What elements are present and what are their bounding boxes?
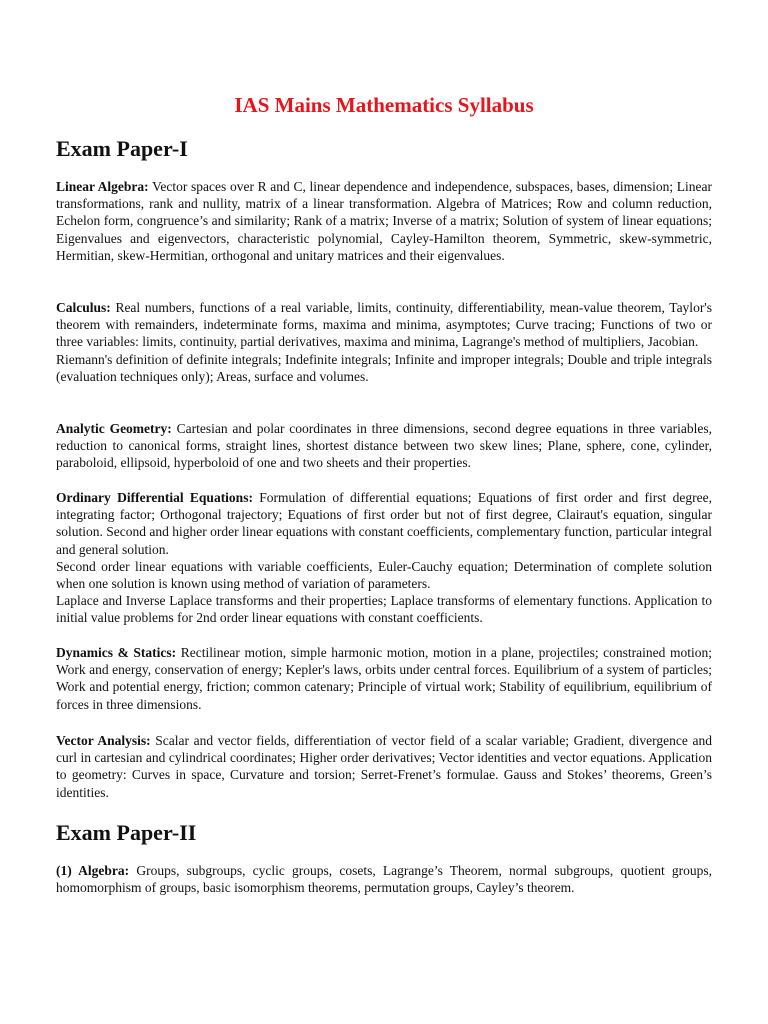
paper1-heading: Exam Paper-I — [56, 136, 188, 161]
paper2-heading: Exam Paper-II — [56, 820, 197, 845]
section-text-continued: Second order linear equations with variable coefficients, Euler-Cauchy equation; Determination of complete solution when one solution is known using method of variation of parameters. — [56, 558, 712, 592]
section-text: Rectilinear motion, simple harmonic motion, motion in a plane, projectiles; constrained motion; Work and energy, conservation of energy; Kepler's laws, orbits under central forces. Equilibrium of a system of particles; Work and potential energy, friction; common catenary; Principle of virtual work; Stability of equilibrium, equilibrium of forces in three dimensions. — [56, 645, 712, 712]
section-label: Dynamics & Statics: — [56, 645, 177, 660]
section-linear-algebra — [56, 178, 712, 264]
section-text: Real numbers, functions of a real variable, limits, continuity, differentiability, mean-value theorem, Taylor's theorem with remainders, indeterminate forms, maxima and minima, asymptotes; Curve tracing; Functions of two or three variables: limits, continuity, partial derivatives, maxima and minima, Lagrange's method of multipliers, Jacobian. — [56, 300, 712, 350]
section-vector-analysis — [56, 732, 712, 801]
section-dynamics-statics — [56, 644, 712, 713]
section-text: Vector spaces over R and C, linear dependence and independence, subspaces, bases, dimension; Linear transformations, rank and nullity, matrix of a linear transformation. Algebra of Matrices; Row and column reduction, Echelon form, congruence’s and similarity; Rank of a matrix; Inverse of a matrix; Solution of system of linear equations; Eigenvalues and eigenvectors, characteristic polynomial, Cayley-Hamilton theorem, Symmetric, skew-symmetric, Hermitian, skew-Hermitian, orthogonal and unitary matrices and their eigenvalues. — [56, 179, 712, 263]
section-text: Formulation of differential equations; Equations of first order and first degree, integrating factor; Orthogonal trajectory; Equations of first order but not of first degree, Clairaut's equation, singular solution. Second and higher order linear equations with constant coefficients, complementary function, particular integral and general solution. — [56, 490, 712, 557]
section-label: Analytic Geometry: — [56, 421, 172, 436]
section-label: (1) Algebra: — [56, 863, 130, 878]
section-calculus — [56, 299, 712, 385]
section-text: Scalar and vector fields, differentiation of vector field of a scalar variable; Gradient, divergence and curl in cartesian and cylindrical coordinates; Higher order derivatives; Vector identities and vector equations. Application to geometry: Curves in space, Curvature and torsion; Serret-Frenet’s formulae. Gauss and Stokes’ theorems, Green’s identities. — [56, 733, 712, 800]
section-text-continued: Riemann's definition of definite integrals; Indefinite integrals; Infinite and improper integrals; Double and triple integrals (evaluation techniques only); Areas, surface and volumes. — [56, 351, 712, 384]
section-analytic-geometry — [56, 420, 712, 472]
section-algebra — [56, 862, 712, 896]
section-text: Cartesian and polar coordinates in three dimensions, second degree equations in three variables, reduction to canonical forms, straight lines, shortest distance between two skew lines; Plane, sphere, cone, cylinder, paraboloid, ellipsoid, hyperboloid of one and two sheets and their properties. — [56, 421, 713, 471]
section-ordinary-differential-equations — [56, 489, 712, 627]
section-label: Vector Analysis: — [56, 733, 151, 748]
section-text: Groups, subgroups, cyclic groups, cosets, Lagrange’s Theorem, normal subgroups, quotient groups, homomorphism of groups, basic isomorphism theorems, permutation groups, Cayley’s theorem. — [56, 863, 713, 896]
document-title: IAS Mains Mathematics Syllabus — [234, 93, 534, 117]
section-label: Calculus: — [56, 300, 111, 315]
section-label: Linear Algebra: — [56, 179, 149, 194]
section-label: Ordinary Differential Equations: — [56, 490, 253, 505]
section-text-continued: Laplace and Inverse Laplace transforms and their properties; Laplace transforms of elementary functions. Application to initial value problems for 2nd order linear equations with constant coefficients. — [56, 593, 712, 626]
